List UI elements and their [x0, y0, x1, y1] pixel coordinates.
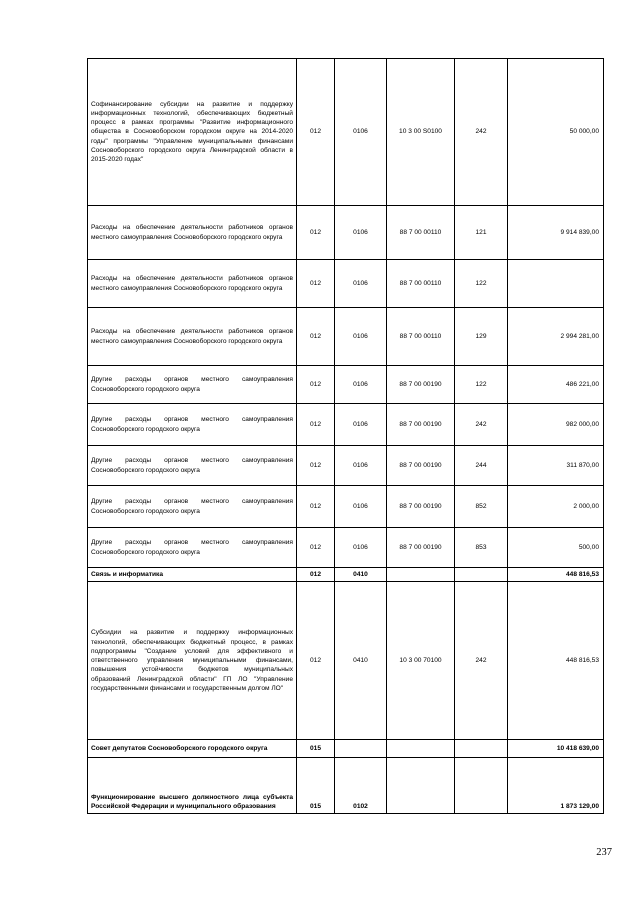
section-code-cell: 0410 [335, 582, 387, 740]
target-article-cell: 88 7 00 00110 [387, 308, 455, 366]
department-code-cell: 012 [297, 308, 335, 366]
amount-cell: 10 418 639,00 [508, 740, 604, 758]
amount-cell: 50 000,00 [508, 59, 604, 206]
amount-cell: 500,00 [508, 528, 604, 568]
expense-name-cell: Связь и информатика [88, 568, 297, 582]
table-row [88, 59, 604, 206]
section-code-cell: 0106 [335, 528, 387, 568]
section-code-cell [335, 740, 387, 758]
target-article-cell [387, 758, 455, 814]
department-code-cell: 015 [297, 740, 335, 758]
amount-cell: 2 994 281,00 [508, 308, 604, 366]
expense-type-cell: 242 [455, 582, 508, 740]
table-row [88, 206, 604, 260]
expense-type-cell: 242 [455, 59, 508, 206]
expense-type-cell: 853 [455, 528, 508, 568]
table-row [88, 568, 604, 582]
department-code-cell: 012 [297, 568, 335, 582]
expense-type-cell [455, 740, 508, 758]
target-article-cell: 88 7 00 00190 [387, 404, 455, 446]
expense-name-cell: Софинансирование субсидии на развитие и поддержку информационных технологий, обеспечивающих бюджетный процесс в рамках программы "Развитие информационного общества в Сосновоборском городском округе на 2014-2020 годы" программы "Управление муниципальными финансами Сосновоборского городского округа Ленинградской области в 2015-2020 годах" [88, 59, 297, 206]
department-code-cell: 012 [297, 260, 335, 308]
amount-cell: 448 816,53 [508, 568, 604, 582]
department-code-cell: 012 [297, 404, 335, 446]
section-code-cell: 0106 [335, 486, 387, 528]
amount-cell: 9 914 839,00 [508, 206, 604, 260]
department-code-cell: 015 [297, 758, 335, 814]
expense-type-cell: 122 [455, 260, 508, 308]
table-row [88, 308, 604, 366]
section-code-cell: 0102 [335, 758, 387, 814]
expense-type-cell: 121 [455, 206, 508, 260]
table-row [88, 582, 604, 740]
section-code-cell: 0106 [335, 446, 387, 486]
expense-name-cell: Расходы на обеспечение деятельности работников органов местного самоуправления Сосновоборского городского округа [88, 308, 297, 366]
department-code-cell: 012 [297, 206, 335, 260]
expense-type-cell: 244 [455, 446, 508, 486]
target-article-cell [387, 740, 455, 758]
table-row [88, 486, 604, 528]
target-article-cell: 88 7 00 00190 [387, 528, 455, 568]
section-code-cell: 0106 [335, 260, 387, 308]
target-article-cell: 88 7 00 00110 [387, 260, 455, 308]
table-row [88, 366, 604, 404]
expense-name-cell: Функционирование высшего должностного лица субъекта Российской Федерации и муниципального образования [88, 758, 297, 814]
amount-cell: 2 000,00 [508, 486, 604, 528]
amount-cell: 982 000,00 [508, 404, 604, 446]
department-code-cell: 012 [297, 366, 335, 404]
target-article-cell: 88 7 00 00190 [387, 446, 455, 486]
amount-cell: 311 870,00 [508, 446, 604, 486]
expense-name-cell: Расходы на обеспечение деятельности работников органов местного самоуправления Сосновоборского городского округа [88, 206, 297, 260]
section-code-cell: 0410 [335, 568, 387, 582]
expense-name-cell: Совет депутатов Сосновоборского городского округа [88, 740, 297, 758]
expense-type-cell [455, 568, 508, 582]
target-article-cell: 10 3 00 S0100 [387, 59, 455, 206]
target-article-cell: 88 7 00 00110 [387, 206, 455, 260]
expense-name-cell: Другие расходы органов местного самоуправления Сосновоборского городского округа [88, 528, 297, 568]
expense-type-cell: 129 [455, 308, 508, 366]
expense-type-cell: 122 [455, 366, 508, 404]
expense-name-cell: Расходы на обеспечение деятельности работников органов местного самоуправления Сосновоборского городского округа [88, 260, 297, 308]
table-row [88, 740, 604, 758]
amount-cell: 448 816,53 [508, 582, 604, 740]
target-article-cell: 88 7 00 00190 [387, 366, 455, 404]
page-number: 237 [596, 847, 612, 858]
expense-type-cell: 242 [455, 404, 508, 446]
expense-name-cell: Субсидии на развитие и поддержку информационных технологий, обеспечивающих бюджетный процесс, в рамках подпрограммы "Создание условий для эффективного и ответственного управления муниципальными финансами, повышения устойчивости бюджетов муниципальных образований Ленинградской области" ГП ЛО "Управление государственными финансами и государственным долгом ЛО" [88, 582, 297, 740]
department-code-cell: 012 [297, 528, 335, 568]
department-code-cell: 012 [297, 446, 335, 486]
table-row [88, 446, 604, 486]
target-article-cell: 88 7 00 00190 [387, 486, 455, 528]
section-code-cell: 0106 [335, 206, 387, 260]
section-code-cell: 0106 [335, 308, 387, 366]
table-row [88, 404, 604, 446]
table-row [88, 260, 604, 308]
expense-name-cell: Другие расходы органов местного самоуправления Сосновоборского городского округа [88, 446, 297, 486]
expense-name-cell: Другие расходы органов местного самоуправления Сосновоборского городского округа [88, 486, 297, 528]
expense-type-cell: 852 [455, 486, 508, 528]
amount-cell: 486 221,00 [508, 366, 604, 404]
section-code-cell: 0106 [335, 366, 387, 404]
expense-name-cell: Другие расходы органов местного самоуправления Сосновоборского городского округа [88, 404, 297, 446]
expense-type-cell [455, 758, 508, 814]
expense-name-cell: Другие расходы органов местного самоуправления Сосновоборского городского округа [88, 366, 297, 404]
department-code-cell: 012 [297, 486, 335, 528]
budget-table [87, 58, 604, 814]
target-article-cell: 10 3 00 70100 [387, 582, 455, 740]
department-code-cell: 012 [297, 59, 335, 206]
amount-cell [508, 260, 604, 308]
section-code-cell: 0106 [335, 404, 387, 446]
section-code-cell: 0106 [335, 59, 387, 206]
amount-cell: 1 873 129,00 [508, 758, 604, 814]
table-row [88, 758, 604, 814]
target-article-cell [387, 568, 455, 582]
department-code-cell: 012 [297, 582, 335, 740]
table-row [88, 528, 604, 568]
